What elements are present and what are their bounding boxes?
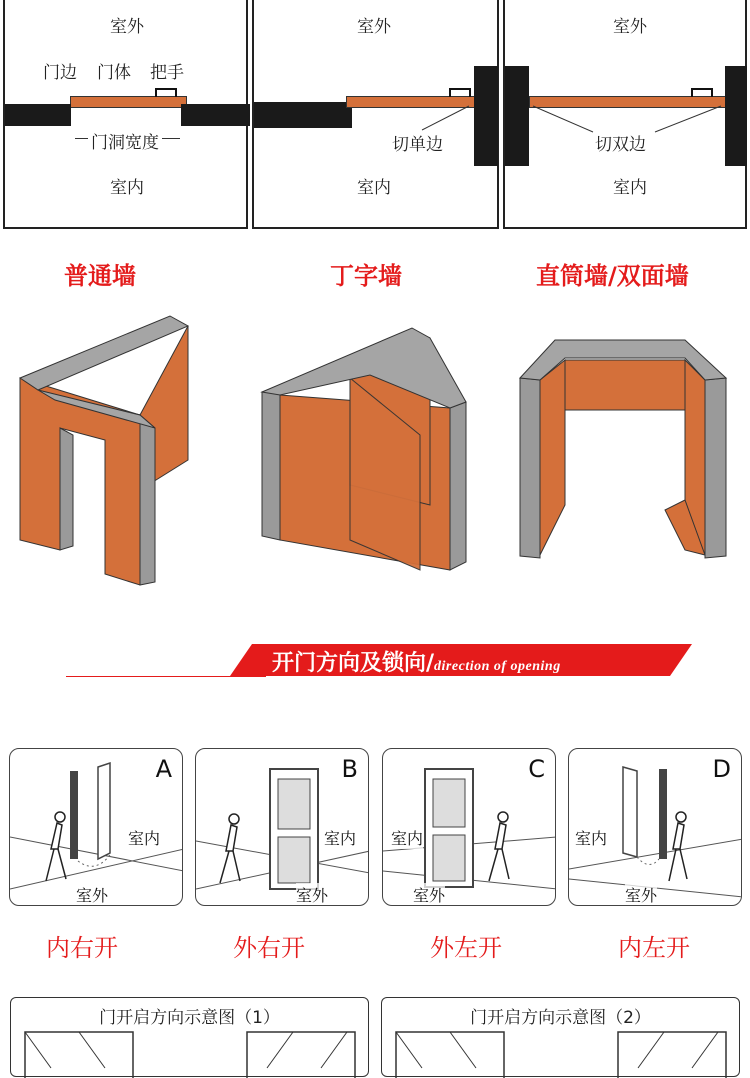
opening-label-b: 外右开 [233, 934, 305, 962]
opening-label-c: 外左开 [430, 934, 502, 962]
cut-double-label: 切双边 [595, 135, 646, 155]
inside-label: 室内 [110, 178, 144, 198]
inside-label: 室内 [324, 826, 356, 849]
card-letter: B [341, 755, 358, 783]
cut-single-label: 切单边 [392, 135, 443, 155]
section-banner-subtitle: direction of opening [434, 659, 561, 674]
opening-label-a: 内右开 [46, 934, 118, 962]
card-letter: C [528, 755, 545, 783]
card-letter: D [712, 755, 731, 783]
install-diagram-single-cut [252, 0, 499, 229]
opening-card-c [382, 748, 556, 906]
outside-label: 室外 [76, 883, 108, 906]
schematic-title: 门开启方向示意图（1） [99, 1008, 280, 1028]
opening-label-d: 内左开 [618, 934, 690, 962]
person-icon [669, 812, 687, 881]
wall-type-title-straight: 直筒墙/双面墙 [536, 262, 689, 290]
outside-label: 室外 [296, 883, 328, 906]
schematic-title: 门开启方向示意图（2） [470, 1008, 651, 1028]
outside-label: 室外 [357, 17, 391, 37]
schematic-doors [11, 998, 367, 1078]
t-wall-illustration [262, 328, 466, 570]
opening-schematic-2 [381, 997, 740, 1077]
wall-type-illustrations [0, 300, 750, 600]
person-icon [46, 812, 66, 881]
section-banner-title: 开门方向及锁向/ [272, 651, 435, 676]
wall-right [181, 104, 250, 126]
section-banner [272, 646, 561, 677]
opening-card-a [9, 748, 183, 906]
door-body-label: 门体 [97, 63, 131, 83]
door-edge-label: 门边 [43, 63, 77, 83]
opening-width-label: 门洞宽度 [88, 128, 162, 153]
opening-card-b [195, 748, 369, 906]
door-body-bar [70, 96, 187, 108]
outside-label: 室外 [625, 883, 657, 906]
inside-label: 室内 [613, 178, 647, 198]
inside-label: 室内 [575, 826, 607, 849]
inside-label: 室内 [357, 178, 391, 198]
wall-left [5, 104, 71, 126]
install-diagram-standard [3, 0, 248, 229]
opening-card-d [568, 748, 742, 906]
person-icon [489, 812, 509, 881]
outside-label: 室外 [110, 17, 144, 37]
handle-label: 把手 [150, 63, 184, 83]
wall-type-title-t: 丁字墙 [330, 262, 402, 290]
inside-label: 室内 [128, 826, 160, 849]
ordinary-wall-illustration [20, 316, 188, 585]
schematic-doors [382, 998, 738, 1078]
outside-label: 室外 [613, 17, 647, 37]
opening-schematic-1 [10, 997, 369, 1077]
card-letter: A [155, 755, 172, 783]
install-diagram-double-cut [503, 0, 747, 229]
wall-type-title-ordinary: 普通墙 [64, 262, 136, 290]
straight-wall-illustration [520, 340, 726, 558]
inside-label: 室内 [391, 826, 423, 849]
outside-label: 室外 [413, 883, 445, 906]
handle-mark [155, 88, 177, 97]
